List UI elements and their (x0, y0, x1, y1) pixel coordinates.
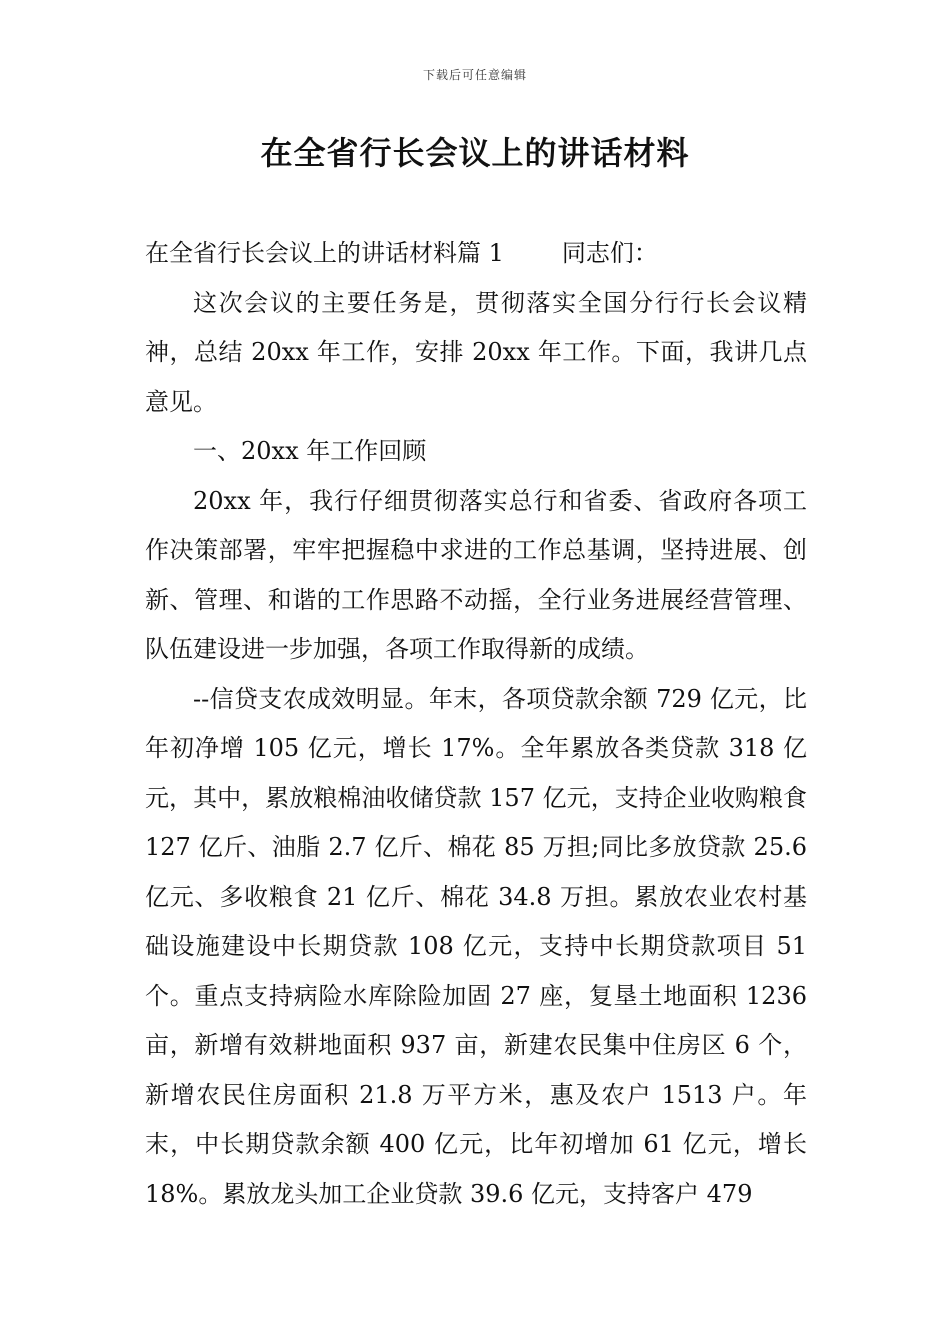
salutation: 同志们： (561, 239, 658, 267)
header-note: 下载后可任意编辑 (422, 68, 527, 82)
document-title: 在全省行长会议上的讲话材料 (260, 134, 690, 172)
subtitle-line (145, 229, 807, 279)
document-subtitle: 在全省行长会议上的讲话材料篇 1 (145, 239, 504, 267)
section-heading: 一、20xx 年工作回顾 (193, 437, 427, 465)
paragraph-credit: --信贷支农成效明显。年末，各项贷款余额 729 亿元，比年初净增 105 亿元，增长 17%。全年累放各类贷款 318 亿元，其中，累放粮棉油收储贷款 157 亿元，支持企业收购粮食 127 亿斤、油脂 2.7 亿斤、棉花 85 万担;同比多放贷款 25.6 亿元、多收粮食 21 亿斤、棉花 34.8 万担。累放农业农村基础设施建设中长期贷款 108 亿元，支持中长期贷款项目 51 个。重点支持病险水库除险加固 27 座，复垦土地面积 1236 亩，新增有效耕地面积 937 亩，新建农民集中住房区 6 个，新增农民住房面积 21.8 万平方米，惠及农户 1513 户。年末，中长期贷款余额 400 亿元，比年初增加 61 亿元，增长 18%。累放龙头加工企业贷款 39.6 亿元，支持客户 479 (145, 684, 807, 1208)
paragraph-intro: 这次会议的主要任务是，贯彻落实全国分行行长会议精神，总结 20xx 年工作，安排 20xx 年工作。下面，我讲几点意见。 (145, 288, 807, 416)
document-body (145, 229, 807, 1219)
paragraph-review: 20xx 年，我行仔细贯彻落实总行和省委、省政府各项工作决策部署，牢牢把握稳中求进的工作总基调，坚持进展、创新、管理、和谐的工作思路不动摇，全行业务进展经营管理、队伍建设进一步加强，各项工作取得新的成绩。 (145, 486, 807, 663)
